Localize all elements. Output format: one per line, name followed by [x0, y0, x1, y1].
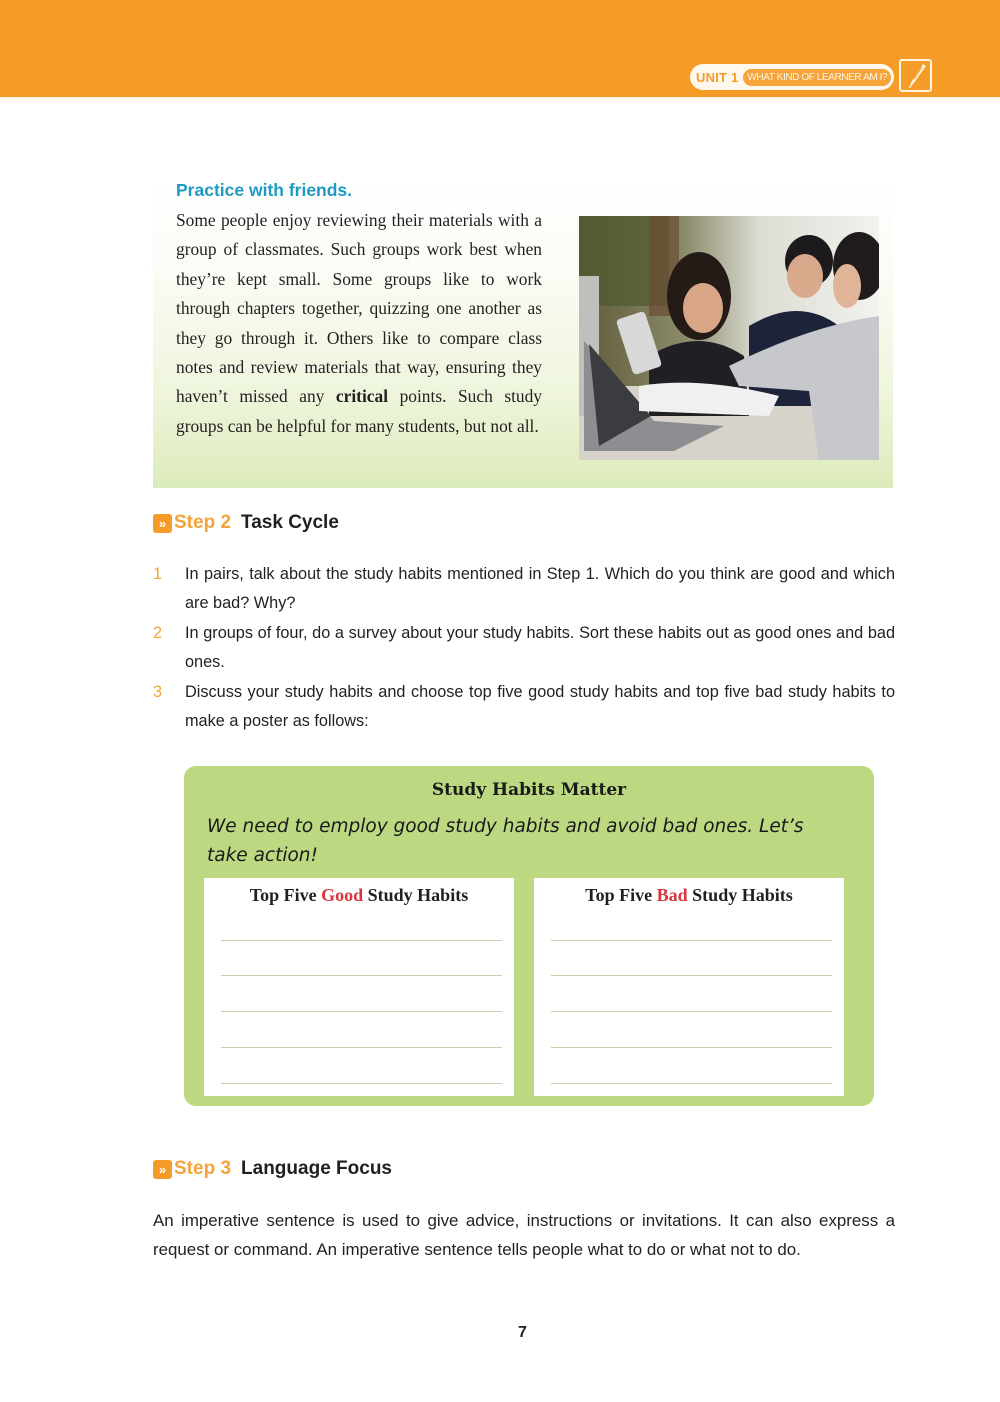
poster-slogan: We need to employ good study habits and avoid bad ones. Let’s take action! — [207, 816, 804, 866]
write-line[interactable] — [221, 975, 502, 976]
write-line[interactable] — [551, 1083, 832, 1084]
practice-bold-word: critical — [335, 386, 389, 407]
task-list — [153, 560, 895, 736]
unit-label: UNIT 1 — [696, 69, 739, 85]
write-line[interactable] — [221, 1083, 502, 1084]
bad-habits-column — [534, 878, 844, 1096]
good-title-suffix: Study Habits — [363, 885, 469, 905]
bad-title-accent: Bad — [656, 885, 688, 905]
step2-title: Task Cycle — [241, 512, 339, 533]
task-number: 1 — [153, 565, 163, 583]
write-line[interactable] — [551, 975, 832, 976]
good-title-prefix: Top Five — [249, 885, 322, 905]
practice-text-part: points. Such study groups can be helpful for many students, but not all. — [176, 386, 542, 436]
good-title-accent: Good — [321, 885, 364, 905]
task-item — [153, 678, 895, 737]
step3-title: Language Focus — [241, 1158, 392, 1179]
practice-text — [176, 206, 542, 441]
poster-title: Study Habits Matter — [431, 780, 627, 800]
task-item — [153, 560, 895, 619]
good-habits-column — [204, 878, 514, 1096]
write-line[interactable] — [551, 1047, 832, 1048]
students-photo — [579, 216, 879, 460]
practice-heading: Practice with friends. — [176, 180, 353, 200]
write-line[interactable] — [221, 1011, 502, 1012]
bad-title-suffix: Study Habits — [687, 885, 793, 905]
task-text: Discuss your study habits and choose top five good study habits and top five bad study habits to make a poster as follows: — [185, 682, 895, 731]
step3-heading — [153, 1158, 392, 1180]
task-text: In pairs, talk about the study habits mentioned in Step 1. Which do you think are good and which are bad? Why? — [185, 565, 895, 613]
bad-habits-title — [534, 885, 844, 906]
double-chevron-icon: » — [153, 1160, 172, 1179]
practice-text-part: Some people enjoy reviewing their materials with a group of classmates. Such groups work best when they’re kept small. Some groups like to work through chapters together, quizzing one another as they go through it. Others like to compare class notes and review materials that way, ensuring they haven’t missed any — [176, 210, 542, 407]
write-line[interactable] — [551, 940, 832, 941]
students-photo-illustration — [579, 216, 879, 460]
pen-icon — [899, 59, 932, 92]
task-number: 2 — [153, 623, 163, 642]
good-habits-title — [204, 885, 514, 906]
step2-label: Step 2 — [174, 512, 232, 533]
task-number: 3 — [153, 682, 163, 701]
write-line[interactable] — [551, 1011, 832, 1012]
task-text: In groups of four, do a survey about your study habits. Sort these habits out as good ones and bad ones. — [185, 623, 895, 672]
step2-heading — [153, 512, 339, 534]
header-shadow — [0, 97, 1000, 103]
write-line[interactable] — [221, 940, 502, 941]
unit-badge — [690, 64, 894, 90]
poster — [184, 766, 874, 1106]
bad-title-prefix: Top Five — [585, 885, 657, 905]
page-number: 7 — [518, 1324, 527, 1341]
unit-title: WHAT KIND OF LEARNER AM I? — [743, 69, 891, 86]
language-focus-text: An imperative sentence is used to give advice, instructions or invitations. It can also express a request or command. An imperative sentence tells people what to do or what not to do. — [153, 1211, 895, 1260]
step3-label: Step 3 — [174, 1158, 232, 1179]
write-line[interactable] — [221, 1047, 502, 1048]
double-chevron-icon: » — [153, 514, 172, 533]
task-item — [153, 619, 895, 678]
